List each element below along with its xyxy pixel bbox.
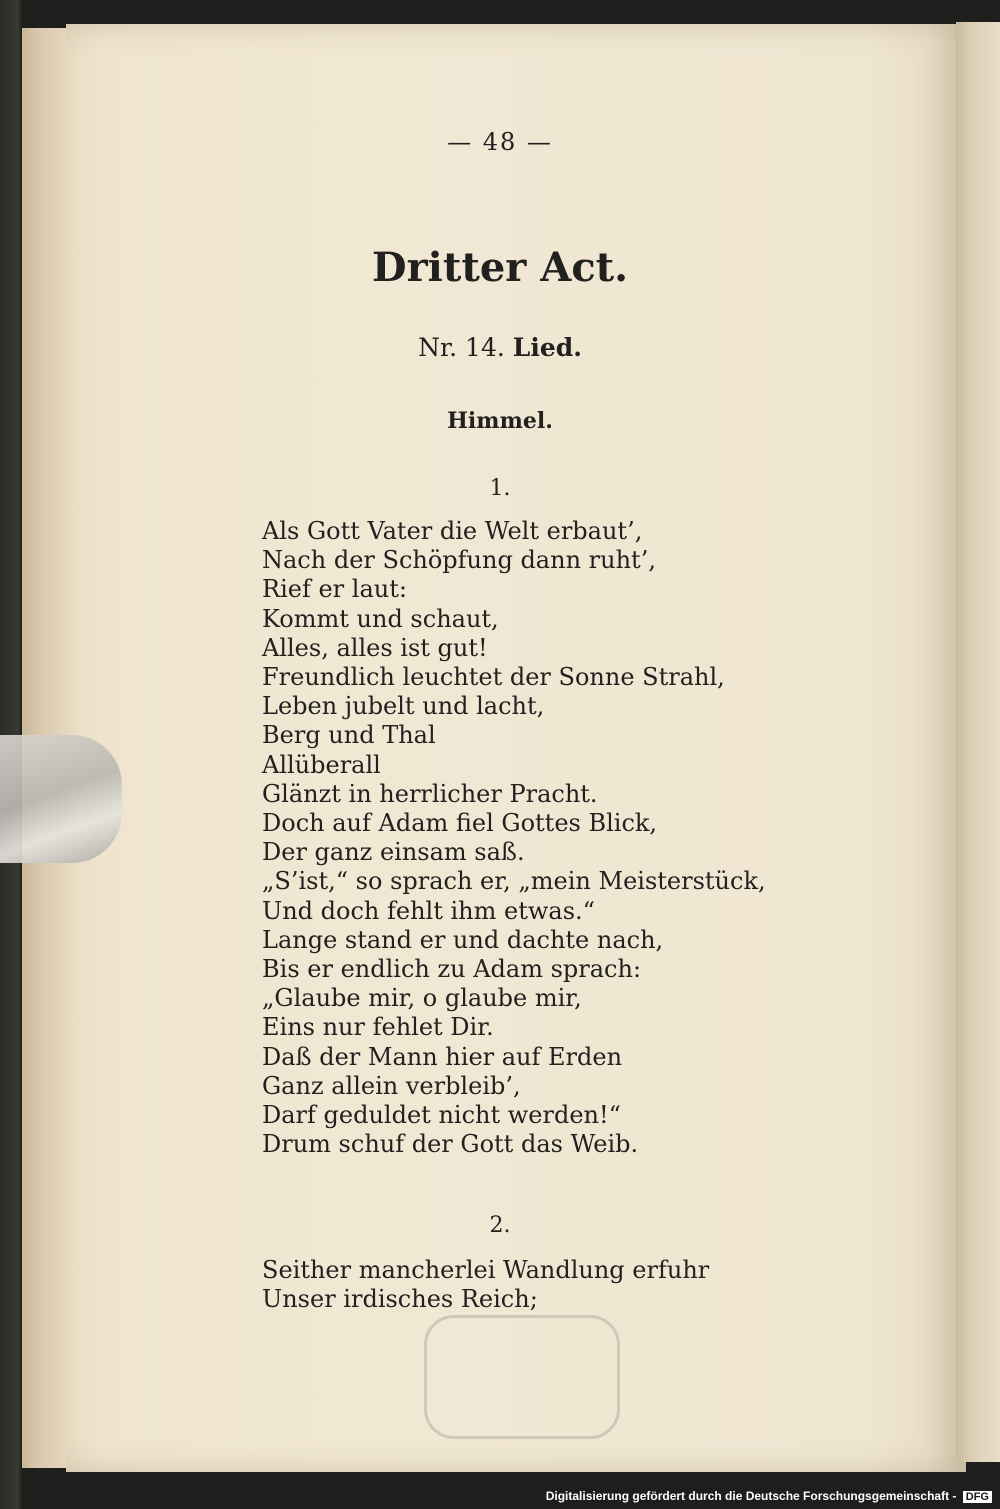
stanza-number: 2.: [489, 1213, 511, 1238]
verse-line: Bis er endlich zu Adam sprach:: [262, 955, 642, 984]
verse-line: Kommt und schaut,: [262, 604, 499, 633]
stanza-2-verse: [262, 1256, 709, 1314]
verse-line: Ganz allein verbleib’,: [262, 1071, 521, 1100]
verse-line: Unser irdisches Reich;: [262, 1285, 538, 1314]
verse-line: Lange stand er und dachte nach,: [262, 925, 664, 954]
verse-line: Drum schuf der Gott das Weib.: [262, 1130, 639, 1159]
library-stamp-ghost: [424, 1315, 620, 1439]
page-clip: [0, 735, 122, 863]
dfg-logo-icon: DFG: [963, 1491, 992, 1503]
song-heading: [0, 333, 1000, 362]
footer-text: Digitalisierung gefördert durch die Deutsche Forschungsgemeinschaft -: [545, 1489, 957, 1503]
verse-line: Nach der Schöpfung dann ruht’,: [262, 546, 656, 575]
verse-line: Doch auf Adam fiel Gottes Blick,: [262, 809, 658, 838]
stanza-1-verse: [262, 517, 766, 1159]
verse-line: Leben jubelt und lacht,: [262, 692, 545, 721]
next-page-edge: [956, 22, 1000, 1462]
verse-line: Daß der Mann hier auf Erden: [262, 1042, 623, 1071]
verse-line: Seither mancherlei Wandlung erfuhr: [262, 1256, 710, 1284]
verse-line: Berg und Thal: [262, 721, 436, 750]
speaker-name: Himmel.: [447, 408, 553, 434]
digitization-footer: [546, 1489, 992, 1503]
verse-line: „Glaube mir, o glaube mir,: [262, 984, 582, 1013]
verse-line: Alles, alles ist gut!: [262, 633, 488, 662]
verse-line: Allüberall: [262, 750, 381, 779]
song-type: Lied.: [512, 333, 582, 362]
verse-line: Als Gott Vater die Welt erbaut’,: [262, 517, 643, 545]
verse-line: Der ganz einsam saß.: [262, 838, 525, 867]
verse-line: Glänzt in herrlicher Pracht.: [262, 779, 598, 808]
verse-line: Und doch fehlt ihm etwas.“: [262, 896, 595, 925]
verse-line: „S’ist,“ so sprach er, „mein Meisterstück,: [262, 867, 766, 896]
verse-line: Freundlich leuchtet der Sonne Strahl,: [262, 663, 725, 692]
song-number: Nr. 14.: [418, 333, 505, 362]
verse-line: Rief er laut:: [262, 575, 407, 604]
act-title: Dritter Act.: [371, 244, 629, 291]
verse-line: Darf geduldet nicht werden!“: [262, 1101, 621, 1130]
verse-line: Eins nur fehlet Dir.: [262, 1013, 494, 1042]
stanza-number: 1.: [489, 476, 511, 501]
page-number: — 48 —: [447, 128, 553, 156]
